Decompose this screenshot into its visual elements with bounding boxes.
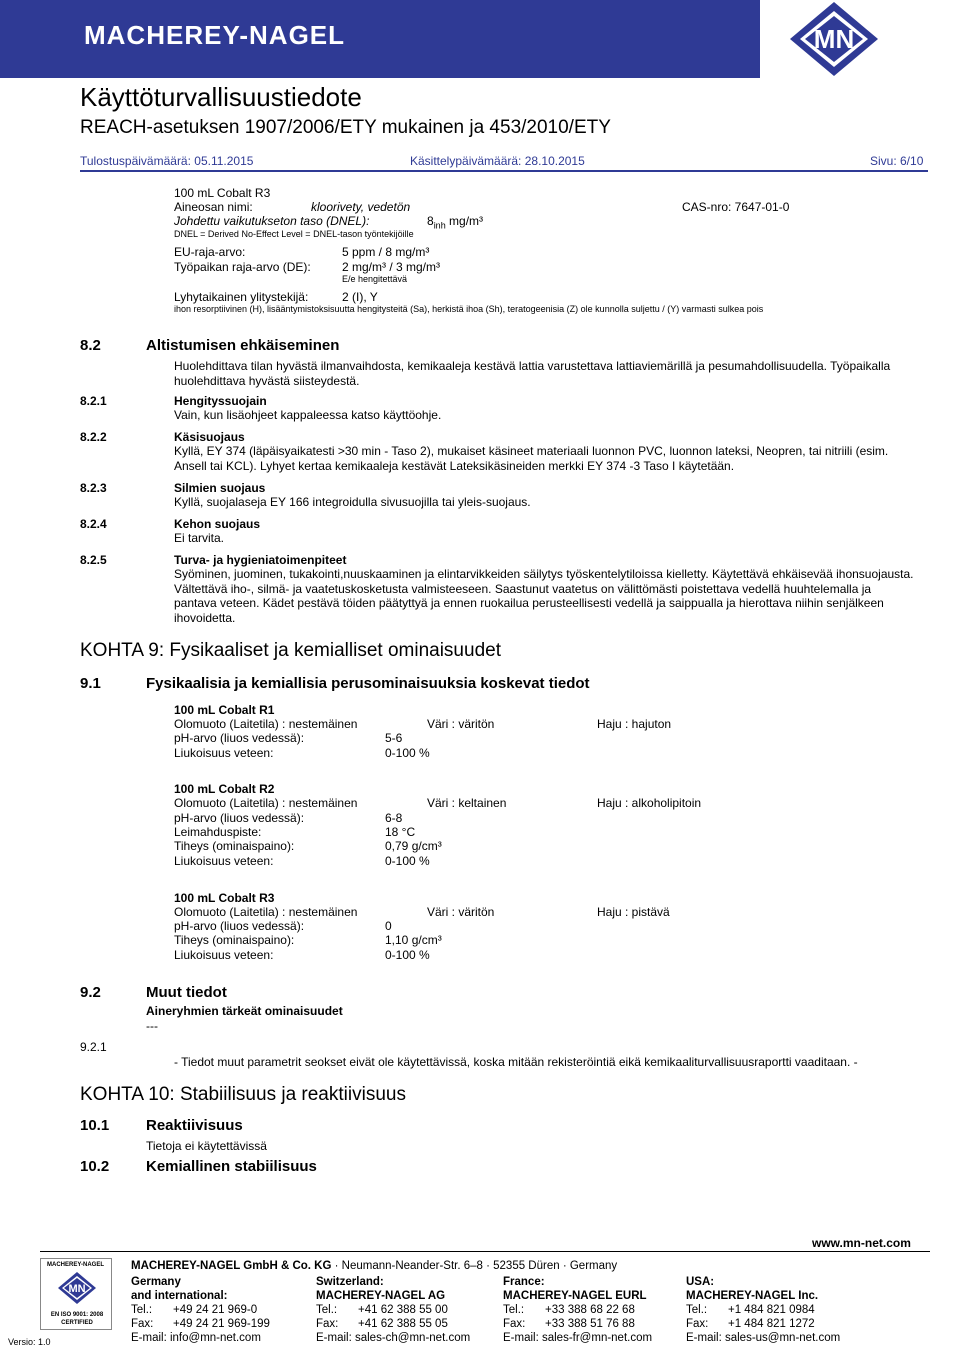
- r3-product-name: 100 mL Cobalt R3: [174, 186, 271, 200]
- brand-header-bar: [0, 0, 960, 78]
- footer-col-usa: USA: MACHEREY-NAGEL Inc. Tel.: +1 484 821 0984 Fax: +1 484 821 1272 E-mail: sales-us@mn-net.com: [686, 1276, 841, 1344]
- footer-col-switzerland: Switzerland: MACHEREY-NAGEL AG Tel.: +41 62 388 55 00 Fax: +41 62 388 55 05 E-mail: sales-ch@mn-net.com: [316, 1276, 471, 1344]
- r2-row-label: pH-arvo (liuos vedessä):: [174, 811, 305, 825]
- sub-8-2-3-title: Silmien suojaus: [174, 481, 266, 495]
- r3-row-label: Tiheys (ominaispaino):: [174, 933, 295, 947]
- page-number: Sivu: 6/10: [870, 154, 924, 168]
- r3-color: Väri : väritön: [427, 905, 495, 919]
- ingredient-value: kloorivety, vedetön: [311, 200, 411, 214]
- r1-odor: Haju : hajuton: [597, 717, 672, 731]
- r1-row-label: Liukoisuus veteen:: [174, 746, 274, 760]
- section-9-2-subtitle: Aineryhmien tärkeät ominaisuudet: [146, 1004, 343, 1018]
- section-10-1-text: Tietoja ei käytettävissä: [146, 1139, 267, 1153]
- section-10-2-number: 10.2: [80, 1158, 110, 1175]
- dnel-label: Johdettu vaikutukseton taso (DNEL):: [174, 214, 370, 228]
- svg-text:MN: MN: [68, 1283, 86, 1295]
- sub-8-2-1-number: 8.2.1: [80, 394, 107, 408]
- footer-company-line: MACHEREY-NAGEL GmbH & Co. KG · Neumann-Neander-Str. 6–8 · 52355 Düren · Germany: [131, 1260, 618, 1272]
- section-9-2-title: Muut tiedot: [146, 984, 227, 1001]
- r3-row-value: 0-100 %: [385, 948, 430, 962]
- section-9-1-title: Fysikaalisia ja kemiallisia perusominaisuuksia koskevat tiedot: [146, 675, 590, 692]
- r3-odor: Haju : pistävä: [597, 905, 670, 919]
- sub-8-2-3-text: Kyllä, suojalaseja EY 166 integroidulla sivusuojilla tai yleis-suojaus.: [174, 495, 531, 509]
- r1-row-value: 0-100 %: [385, 746, 430, 760]
- section-9-2-number: 9.2: [80, 984, 101, 1001]
- page-subtitle: REACH-asetuksen 1907/2006/ETY mukainen ja 453/2010/ETY: [80, 117, 611, 138]
- short-term-label: Lyhytaikainen ylitystekijä:: [174, 290, 309, 304]
- header-divider: [80, 170, 928, 172]
- ingredient-label: Aineosan nimi:: [174, 200, 253, 214]
- r2-product-name: 100 mL Cobalt R2: [174, 782, 275, 796]
- r2-row-value: 0,79 g/cm³: [385, 839, 442, 853]
- sub-8-2-4-title: Kehon suojaus: [174, 517, 261, 531]
- sub-8-2-5-title: Turva- ja hygieniatoimenpiteet: [174, 553, 347, 567]
- workplace-limit-label: Työpaikan raja-arvo (DE):: [174, 260, 311, 274]
- svg-text:MN: MN: [813, 24, 855, 54]
- sub-8-2-5-text: Syöminen, juominen, tukakointi,nuuskaaminen ja elintarvikkeiden säilytys työskentelytiloissa kielletty. Käytettävä ehkäisevää ihonsuojausta. Vältettävä iho-, silmä- ja vaatetuskosketusta valmisteeseen. Saastunut vaatetus on välittömästi poistettava vedellä huuhtelemalla ja pantava veteen. Kädet pestävä töiden päätyttyä ja ennen ruokailua perusteellisesti vedellä ja saippualla ja hierottava niihin senjälkeen ihovoidetta.: [174, 567, 914, 625]
- r1-row-label: pH-arvo (liuos vedessä):: [174, 731, 305, 745]
- version-label: Versio: 1.0: [8, 1337, 51, 1347]
- r2-form: Olomuoto (Laitetila) : nestemäinen: [174, 796, 358, 810]
- eu-limit-value: 5 ppm / 8 mg/m³: [342, 245, 430, 259]
- section-9-2-1-number: 9.2.1: [80, 1040, 107, 1054]
- sub-8-2-3-number: 8.2.3: [80, 481, 107, 495]
- sub-8-2-2-text: Kyllä, EY 374 (läpäisyaikatesti >30 min - Taso 2), mukaiset käsineet materiaali luonnon PVC, luonnon lateksi, Neopren, tai nitriili (esim. Ansell tai KCL). Lyhyet kertaa kemikaaleja kestävät Lateksikäsineiden merkki EY 374 -3 Taso I käytetään.: [174, 444, 889, 473]
- r3-product-name-props: 100 mL Cobalt R3: [174, 891, 275, 905]
- iso-certificate-badge: MACHEREY-NAGEL MN EN ISO 9001: 2008 CERTIFIED: [40, 1258, 112, 1330]
- workplace-limit-value: 2 mg/m³ / 3 mg/m³: [342, 260, 441, 274]
- r2-row-label: Tiheys (ominaispaino):: [174, 839, 295, 853]
- mn-badge-icon: [57, 1271, 97, 1305]
- sub-8-2-2-title: Käsisuojaus: [174, 430, 245, 444]
- section-9-2-1-text: - Tiedot muut parametrit seokset eivät ole käytettävissä, koska mitään rekisteröintiä eikä kemikaaliturvallisuusraportti vaaditaan. -: [174, 1055, 858, 1069]
- r2-row-value: 6-8: [385, 811, 403, 825]
- r1-row-value: 5-6: [385, 731, 403, 745]
- mn-logo-icon: [782, 0, 886, 78]
- r3-row-label: pH-arvo (liuos vedessä):: [174, 919, 305, 933]
- r2-row-value: 0-100 %: [385, 854, 430, 868]
- r2-odor: Haju : alkoholipitoin: [597, 796, 702, 810]
- sub-8-2-4-number: 8.2.4: [80, 517, 107, 531]
- section-10-2-title: Kemiallinen stabiilisuus: [146, 1158, 317, 1175]
- section-10-heading: KOHTA 10: Stabiilisuus ja reaktiivisuus: [80, 1084, 406, 1105]
- footer-website[interactable]: www.mn-net.com: [812, 1236, 911, 1250]
- page-title: Käyttöturvallisuustiedote: [80, 82, 362, 112]
- r2-row-label: Leimahduspiste:: [174, 825, 262, 839]
- section-8-2-title: Altistumisen ehkäiseminen: [146, 337, 340, 354]
- section-10-1-title: Reaktiivisuus: [146, 1117, 243, 1134]
- section-9-heading: KOHTA 9: Fysikaaliset ja kemialliset ominaisuudet: [80, 640, 501, 661]
- r1-color: Väri : väritön: [427, 717, 495, 731]
- section-9-2-dash: ---: [146, 1019, 158, 1033]
- r3-row-value: 0: [385, 919, 392, 933]
- cas-number: CAS-nro: 7647-01-0: [682, 200, 790, 214]
- r3-form: Olomuoto (Laitetila) : nestemäinen: [174, 905, 358, 919]
- brand-name: MACHEREY-NAGEL: [84, 20, 346, 50]
- footer-divider: [40, 1251, 930, 1252]
- r3-row-label: Liukoisuus veteen:: [174, 948, 274, 962]
- short-term-value: 2 (I), Y: [342, 290, 378, 304]
- dnel-note: DNEL = Derived No-Effect Level = DNEL-tason työntekijöille: [174, 229, 414, 239]
- section-10-1-number: 10.1: [80, 1117, 110, 1134]
- sub-8-2-1-text: Vain, kun lisäohjeet kappaleessa katso käyttöohje.: [174, 408, 442, 422]
- r2-color: Väri : keltainen: [427, 796, 507, 810]
- legend-note: ihon resorptiivinen (H), lisääntymistoksisuutta hengitysteitä (Sa), herkistä ihoa (Sh), teratogeenisia (Z) ole kunnolla suljettu / (Y) varmasti sulkea pois: [174, 304, 764, 314]
- r2-row-label: Liukoisuus veteen:: [174, 854, 274, 868]
- r3-row-value: 1,10 g/cm³: [385, 933, 442, 947]
- print-date: Tulostuspäivämäärä: 05.11.2015: [80, 154, 254, 168]
- revision-date: Käsittelypäivämäärä: 28.10.2015: [410, 154, 585, 168]
- sub-8-2-4-text: Ei tarvita.: [174, 531, 225, 545]
- r1-product-name: 100 mL Cobalt R1: [174, 703, 275, 717]
- r1-form: Olomuoto (Laitetila) : nestemäinen: [174, 717, 358, 731]
- sub-8-2-5-number: 8.2.5: [80, 553, 107, 567]
- eu-limit-label: EU-raja-arvo:: [174, 245, 246, 259]
- section-8-2-text: Huolehdittava tilan hyvästä ilmanvaihdosta, kemikaaleja kestävä lattia varustettava lattiaviemärillä ja pesumahdollisuudella. Työpaikalla huolehdittava hyvästä siisteydestä.: [174, 359, 891, 388]
- dnel-value: $8_{inh}$ mg/m³: [427, 214, 484, 231]
- sub-8-2-2-number: 8.2.2: [80, 430, 107, 444]
- workplace-limit-note: E/e hengitettävä: [342, 274, 408, 284]
- section-9-1-number: 9.1: [80, 675, 101, 692]
- section-8-2-number: 8.2: [80, 337, 101, 354]
- footer-col-germany: Germany and international: Tel.: +49 24 21 969-0 Fax: +49 24 21 969-199 E-mail: info@mn-net.com: [131, 1276, 270, 1344]
- r2-row-value: 18 °C: [385, 825, 416, 839]
- sub-8-2-1-title: Hengityssuojain: [174, 394, 267, 408]
- footer-col-france: France: MACHEREY-NAGEL EURL Tel.: +33 388 68 22 68 Fax: +33 388 51 76 88 E-mail: sales-fr@mn-net.com: [503, 1276, 653, 1344]
